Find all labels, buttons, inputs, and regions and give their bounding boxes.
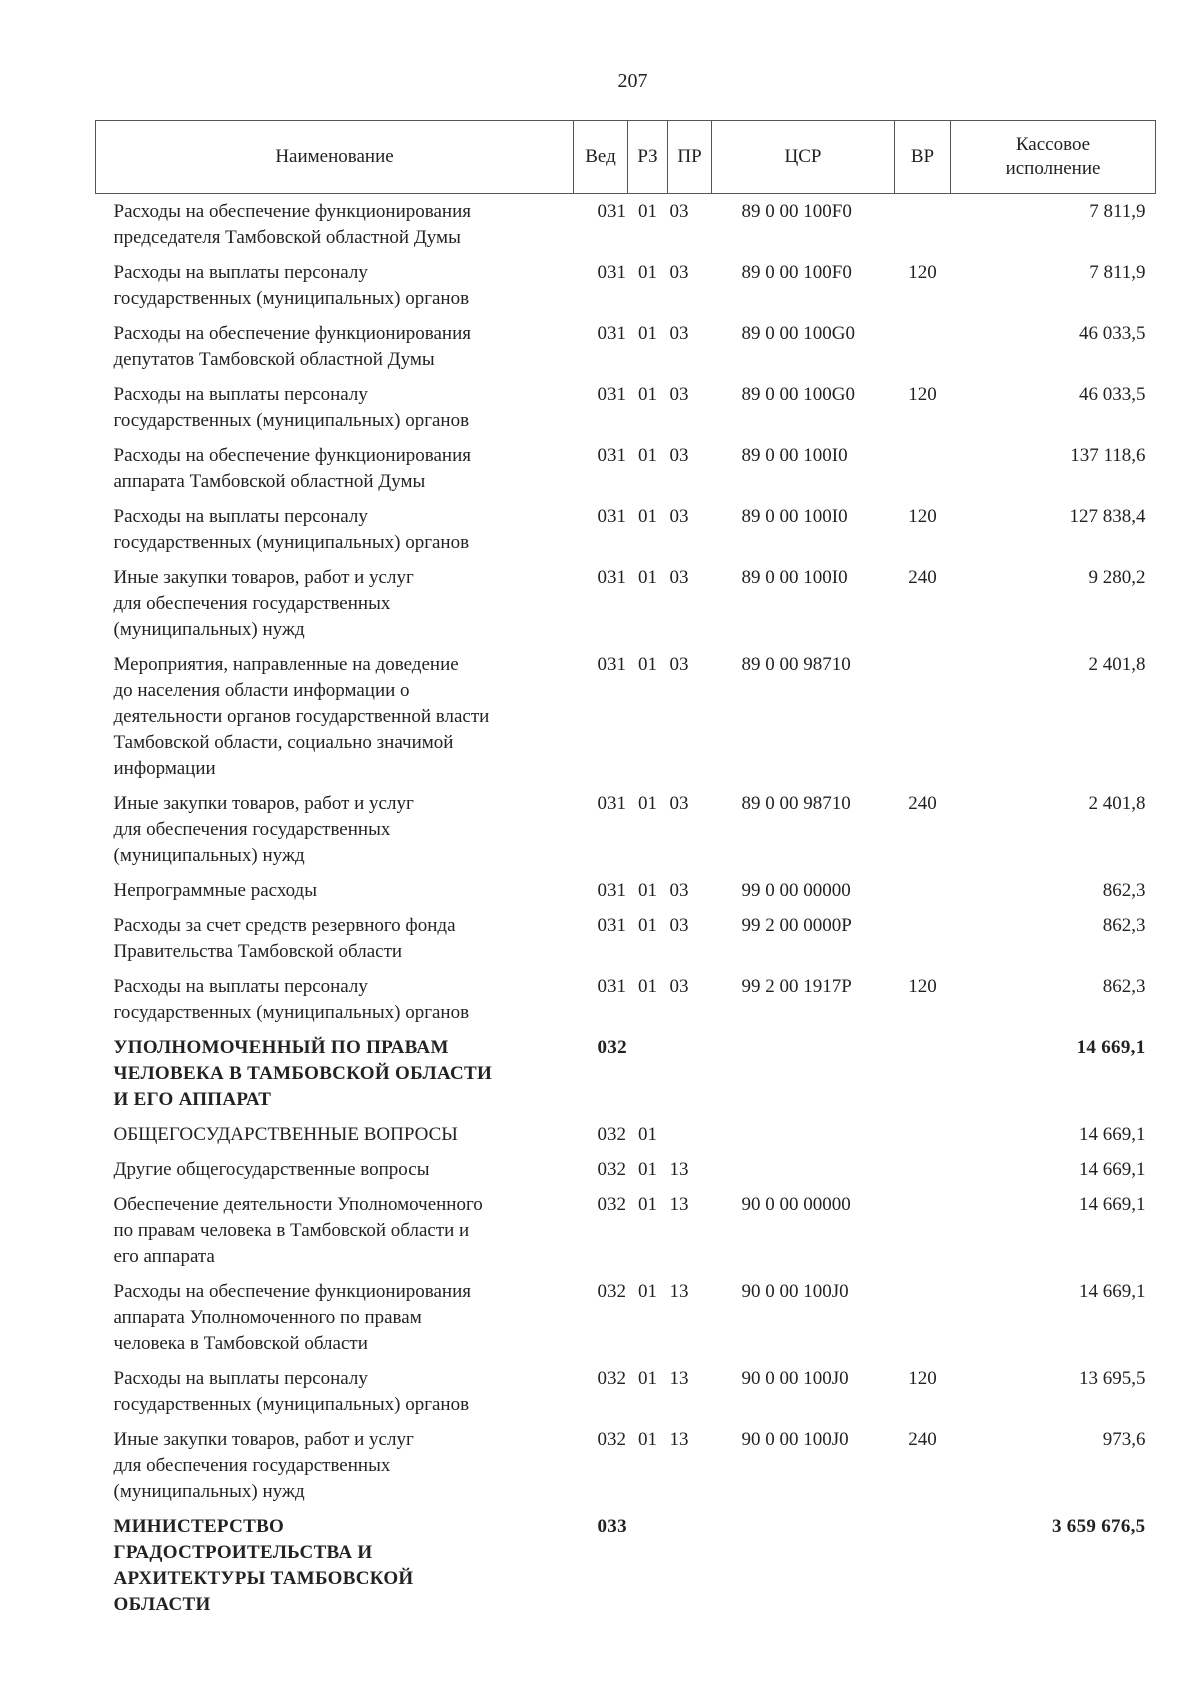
table-row [96,908,1156,969]
row-name-line: государственных (муниципальных) органов [113,1394,470,1415]
row-csr: 89 0 00 100I0 [741,567,848,588]
row-pr: 13 [669,1159,689,1180]
table-row [96,316,1156,377]
row-name [96,1117,574,1152]
row-vr: 120 [908,384,937,405]
row-sum: 7 811,9 [1089,262,1146,283]
header-cash-execution-line1: Кассовое [1015,134,1091,155]
row-rz: 01 [638,445,657,466]
row-csr [712,1117,895,1152]
row-name-line: депутатов Тамбовской областной Думы [113,349,435,370]
row-name [96,499,574,560]
table-row [96,560,1156,647]
row-name-line: Правительства Тамбовской области [113,941,403,962]
row-pr: 13 [669,1429,689,1450]
row-csr: 99 0 00 00000 [741,880,851,901]
row-csr: 99 2 00 0000P [741,915,852,936]
row-csr: 90 0 00 00000 [741,1194,851,1215]
table-row [96,255,1156,316]
row-csr [712,1509,895,1622]
row-csr: 89 0 00 100I0 [741,445,848,466]
row-sum: 2 401,8 [1088,793,1146,814]
table-row [96,873,1156,908]
row-sum: 973,6 [1102,1429,1146,1450]
row-rz: 01 [638,1429,657,1450]
row-csr: 89 0 00 98710 [741,793,851,814]
row-name [96,647,574,786]
row-ved: 031 [597,567,626,588]
table-row [96,1152,1156,1187]
row-pr [668,1509,712,1622]
row-vr [895,438,951,499]
row-name-line: Расходы на обеспечение функционирования [113,323,471,344]
row-sum: 14 669,1 [1079,1159,1146,1180]
row-name-line: Расходы на выплаты персоналу [113,976,368,997]
row-name [96,969,574,1030]
table-row [96,438,1156,499]
table-row [96,194,1156,256]
row-ved: 031 [597,654,626,675]
row-csr: 89 0 00 100F0 [741,262,852,283]
header-ved: Вед [574,121,628,194]
row-name-line: деятельности органов государственной власти [113,706,490,727]
row-csr: 90 0 00 100J0 [741,1429,849,1450]
row-name [96,873,574,908]
row-name-line: Расходы на обеспечение функционирования [113,201,471,222]
row-sum: 127 838,4 [1069,506,1146,527]
row-name-line: МИНИСТЕРСТВО [113,1516,285,1537]
row-ved: 031 [597,506,626,527]
row-rz: 01 [638,201,657,222]
row-name-line: Расходы на обеспечение функционирования [113,1281,471,1302]
table-row [96,647,1156,786]
row-ved: 031 [597,976,626,997]
row-rz: 01 [638,323,657,344]
row-name [96,786,574,873]
row-rz: 01 [638,384,657,405]
row-sum: 13 695,5 [1079,1368,1146,1389]
row-vr: 240 [908,793,937,814]
row-vr: 120 [908,262,937,283]
row-name-line: государственных (муниципальных) органов [113,288,470,309]
row-csr: 89 0 00 100F0 [741,201,852,222]
row-ved: 033 [597,1516,627,1537]
row-sum: 46 033,5 [1079,323,1146,344]
row-name-line: по правам человека в Тамбовской области и [113,1220,470,1241]
row-name-line: УПОЛНОМОЧЕННЫЙ ПО ПРАВАМ [113,1037,449,1058]
row-rz: 01 [638,1159,657,1180]
row-rz: 01 [638,976,657,997]
row-sum: 3 659 676,5 [1051,1516,1146,1537]
row-vr [895,1152,951,1187]
row-pr: 03 [669,793,689,814]
row-rz: 01 [638,793,657,814]
table-row [96,1422,1156,1509]
row-pr: 13 [669,1368,689,1389]
row-name-line: Расходы на выплаты персоналу [113,1368,368,1389]
row-vr [895,316,951,377]
row-name-line: аппарата Тамбовской областной Думы [113,471,426,492]
row-ved: 031 [597,201,626,222]
row-rz [628,1509,668,1622]
row-name-line: ОБЩЕГОСУДАРСТВЕННЫЕ ВОПРОСЫ [113,1124,458,1145]
row-name-line: государственных (муниципальных) органов [113,410,470,431]
row-name-line: Непрограммные расходы [113,880,317,901]
row-name-line: Расходы на выплаты персоналу [113,262,368,283]
row-name-line: Другие общегосударственные вопросы [113,1159,430,1180]
row-rz [628,1030,668,1117]
row-sum: 14 669,1 [1079,1281,1146,1302]
row-name-line: ЧЕЛОВЕКА В ТАМБОВСКОЙ ОБЛАСТИ [113,1063,493,1084]
row-name-line: Расходы на выплаты персоналу [113,384,368,405]
header-rz: РЗ [628,121,668,194]
row-vr: 240 [908,1429,937,1450]
row-rz: 01 [638,1281,657,1302]
row-ved: 032 [597,1159,626,1180]
header-csr: ЦСР [712,121,895,194]
row-pr: 03 [669,384,689,405]
row-pr [668,1030,712,1117]
row-name-line: для обеспечения государственных [113,593,391,614]
row-csr: 89 0 00 100I0 [741,506,848,527]
table-row [96,1117,1156,1152]
row-vr [895,873,951,908]
row-sum: 862,3 [1102,880,1146,901]
row-name-line: Мероприятия, направленные на доведение [113,654,459,675]
table-row [96,1187,1156,1274]
row-name-line: Обеспечение деятельности Уполномоченного [113,1194,483,1215]
row-rz: 01 [638,1368,657,1389]
row-pr: 03 [669,567,689,588]
row-name [96,1152,574,1187]
row-pr [668,1117,712,1152]
row-vr: 120 [908,976,937,997]
row-name-line: государственных (муниципальных) органов [113,1002,470,1023]
row-name-line: Расходы за счет средств резервного фонда [113,915,456,936]
row-ved: 032 [597,1368,626,1389]
row-pr: 03 [669,445,689,466]
row-ved: 032 [597,1194,626,1215]
row-pr: 13 [669,1281,689,1302]
row-vr [895,647,951,786]
row-rz: 01 [638,880,657,901]
row-vr [895,194,951,256]
header-pr: ПР [668,121,712,194]
row-vr [895,1274,951,1361]
row-name-line: Иные закупки товаров, работ и услуг [113,567,414,588]
row-name-line: (муниципальных) нужд [113,845,305,866]
row-ved: 032 [597,1429,626,1450]
table-row [96,1274,1156,1361]
row-name [96,1187,574,1274]
row-rz: 01 [638,1194,657,1215]
table-row [96,499,1156,560]
row-pr: 03 [669,654,689,675]
row-ved: 032 [597,1037,627,1058]
page-number: 207 [617,70,648,92]
row-sum: 9 280,2 [1088,567,1146,588]
row-pr: 13 [669,1194,689,1215]
table-body [96,194,1156,1623]
budget-execution-table [95,120,1156,1622]
row-name-line: (муниципальных) нужд [113,619,305,640]
row-pr: 03 [669,262,689,283]
row-rz: 01 [638,262,657,283]
row-name [96,560,574,647]
header-vr: ВР [895,121,951,194]
row-name [96,1422,574,1509]
row-vr [895,908,951,969]
row-pr: 03 [669,201,689,222]
table-row [96,1030,1156,1117]
row-name [96,377,574,438]
row-rz: 01 [638,654,657,675]
row-name-line: информации [113,758,216,779]
row-ved: 032 [597,1124,626,1145]
row-name [96,438,574,499]
row-rz: 01 [638,506,657,527]
row-rz: 01 [638,1124,657,1145]
header-cash-execution [951,121,1156,194]
row-csr: 99 2 00 1917P [741,976,852,997]
row-sum: 2 401,8 [1088,654,1146,675]
row-csr [712,1030,895,1117]
header-name: Наименование [96,121,574,194]
row-sum: 862,3 [1102,976,1146,997]
row-ved: 031 [597,793,626,814]
row-csr: 89 0 00 100G0 [741,323,855,344]
row-vr: 120 [908,506,937,527]
row-pr: 03 [669,506,689,527]
row-csr: 89 0 00 100G0 [741,384,855,405]
row-name-line: государственных (муниципальных) органов [113,532,470,553]
row-vr [895,1030,951,1117]
row-rz: 01 [638,915,657,936]
row-csr: 90 0 00 100J0 [741,1281,849,1302]
row-vr [895,1117,951,1152]
row-sum: 14 669,1 [1079,1124,1146,1145]
row-ved: 032 [597,1281,626,1302]
row-csr: 89 0 00 98710 [741,654,851,675]
row-pr: 03 [669,915,689,936]
row-name-line: для обеспечения государственных [113,819,391,840]
row-name-line: (муниципальных) нужд [113,1481,305,1502]
row-name-line: для обеспечения государственных [113,1455,391,1476]
row-ved: 031 [597,445,626,466]
row-name-line: до населения области информации о [113,680,410,701]
row-sum: 137 118,6 [1070,445,1146,466]
row-name-line: Расходы на выплаты персоналу [113,506,368,527]
table-row [96,969,1156,1030]
table-row [96,1509,1156,1622]
row-name-line: АРХИТЕКТУРЫ ТАМБОВСКОЙ [113,1568,414,1589]
row-sum: 14 669,1 [1076,1037,1146,1058]
table-row [96,786,1156,873]
row-name [96,316,574,377]
row-ved: 031 [597,915,626,936]
row-pr: 03 [669,323,689,344]
row-vr: 120 [908,1368,937,1389]
row-name-line: его аппарата [113,1246,215,1267]
row-name-line: аппарата Уполномоченного по правам [113,1307,422,1328]
row-name [96,908,574,969]
row-name-line: ГРАДОСТРОИТЕЛЬСТВА И [113,1542,373,1563]
row-csr [712,1152,895,1187]
row-rz: 01 [638,567,657,588]
row-vr [895,1509,951,1622]
row-name [96,1030,574,1117]
row-name-line: Расходы на обеспечение функционирования [113,445,471,466]
row-sum: 46 033,5 [1079,384,1146,405]
row-ved: 031 [597,262,626,283]
row-name-line: человека в Тамбовской области [113,1333,368,1354]
row-sum: 862,3 [1102,915,1146,936]
row-ved: 031 [597,880,626,901]
row-name-line: председателя Тамбовской областной Думы [113,227,461,248]
table-header [96,121,1156,194]
row-ved: 031 [597,384,626,405]
row-name-line: Иные закупки товаров, работ и услуг [113,793,414,814]
table-row [96,377,1156,438]
row-sum: 14 669,1 [1079,1194,1146,1215]
row-name-line: Тамбовской области, социально значимой [113,732,454,753]
table-row [96,1361,1156,1422]
row-name [96,1361,574,1422]
row-ved: 031 [597,323,626,344]
row-name [96,255,574,316]
header-cash-execution-line2: исполнение [1005,158,1101,179]
row-vr: 240 [908,567,937,588]
row-name [96,194,574,256]
row-name-line: Иные закупки товаров, работ и услуг [113,1429,414,1450]
row-pr: 03 [669,976,689,997]
row-sum: 7 811,9 [1089,201,1146,222]
row-name [96,1509,574,1622]
row-csr: 90 0 00 100J0 [741,1368,849,1389]
row-name-line: И ЕГО АППАРАТ [113,1089,272,1110]
row-name-line: ОБЛАСТИ [113,1594,211,1615]
row-vr [895,1187,951,1274]
row-name [96,1274,574,1361]
row-pr: 03 [669,880,689,901]
